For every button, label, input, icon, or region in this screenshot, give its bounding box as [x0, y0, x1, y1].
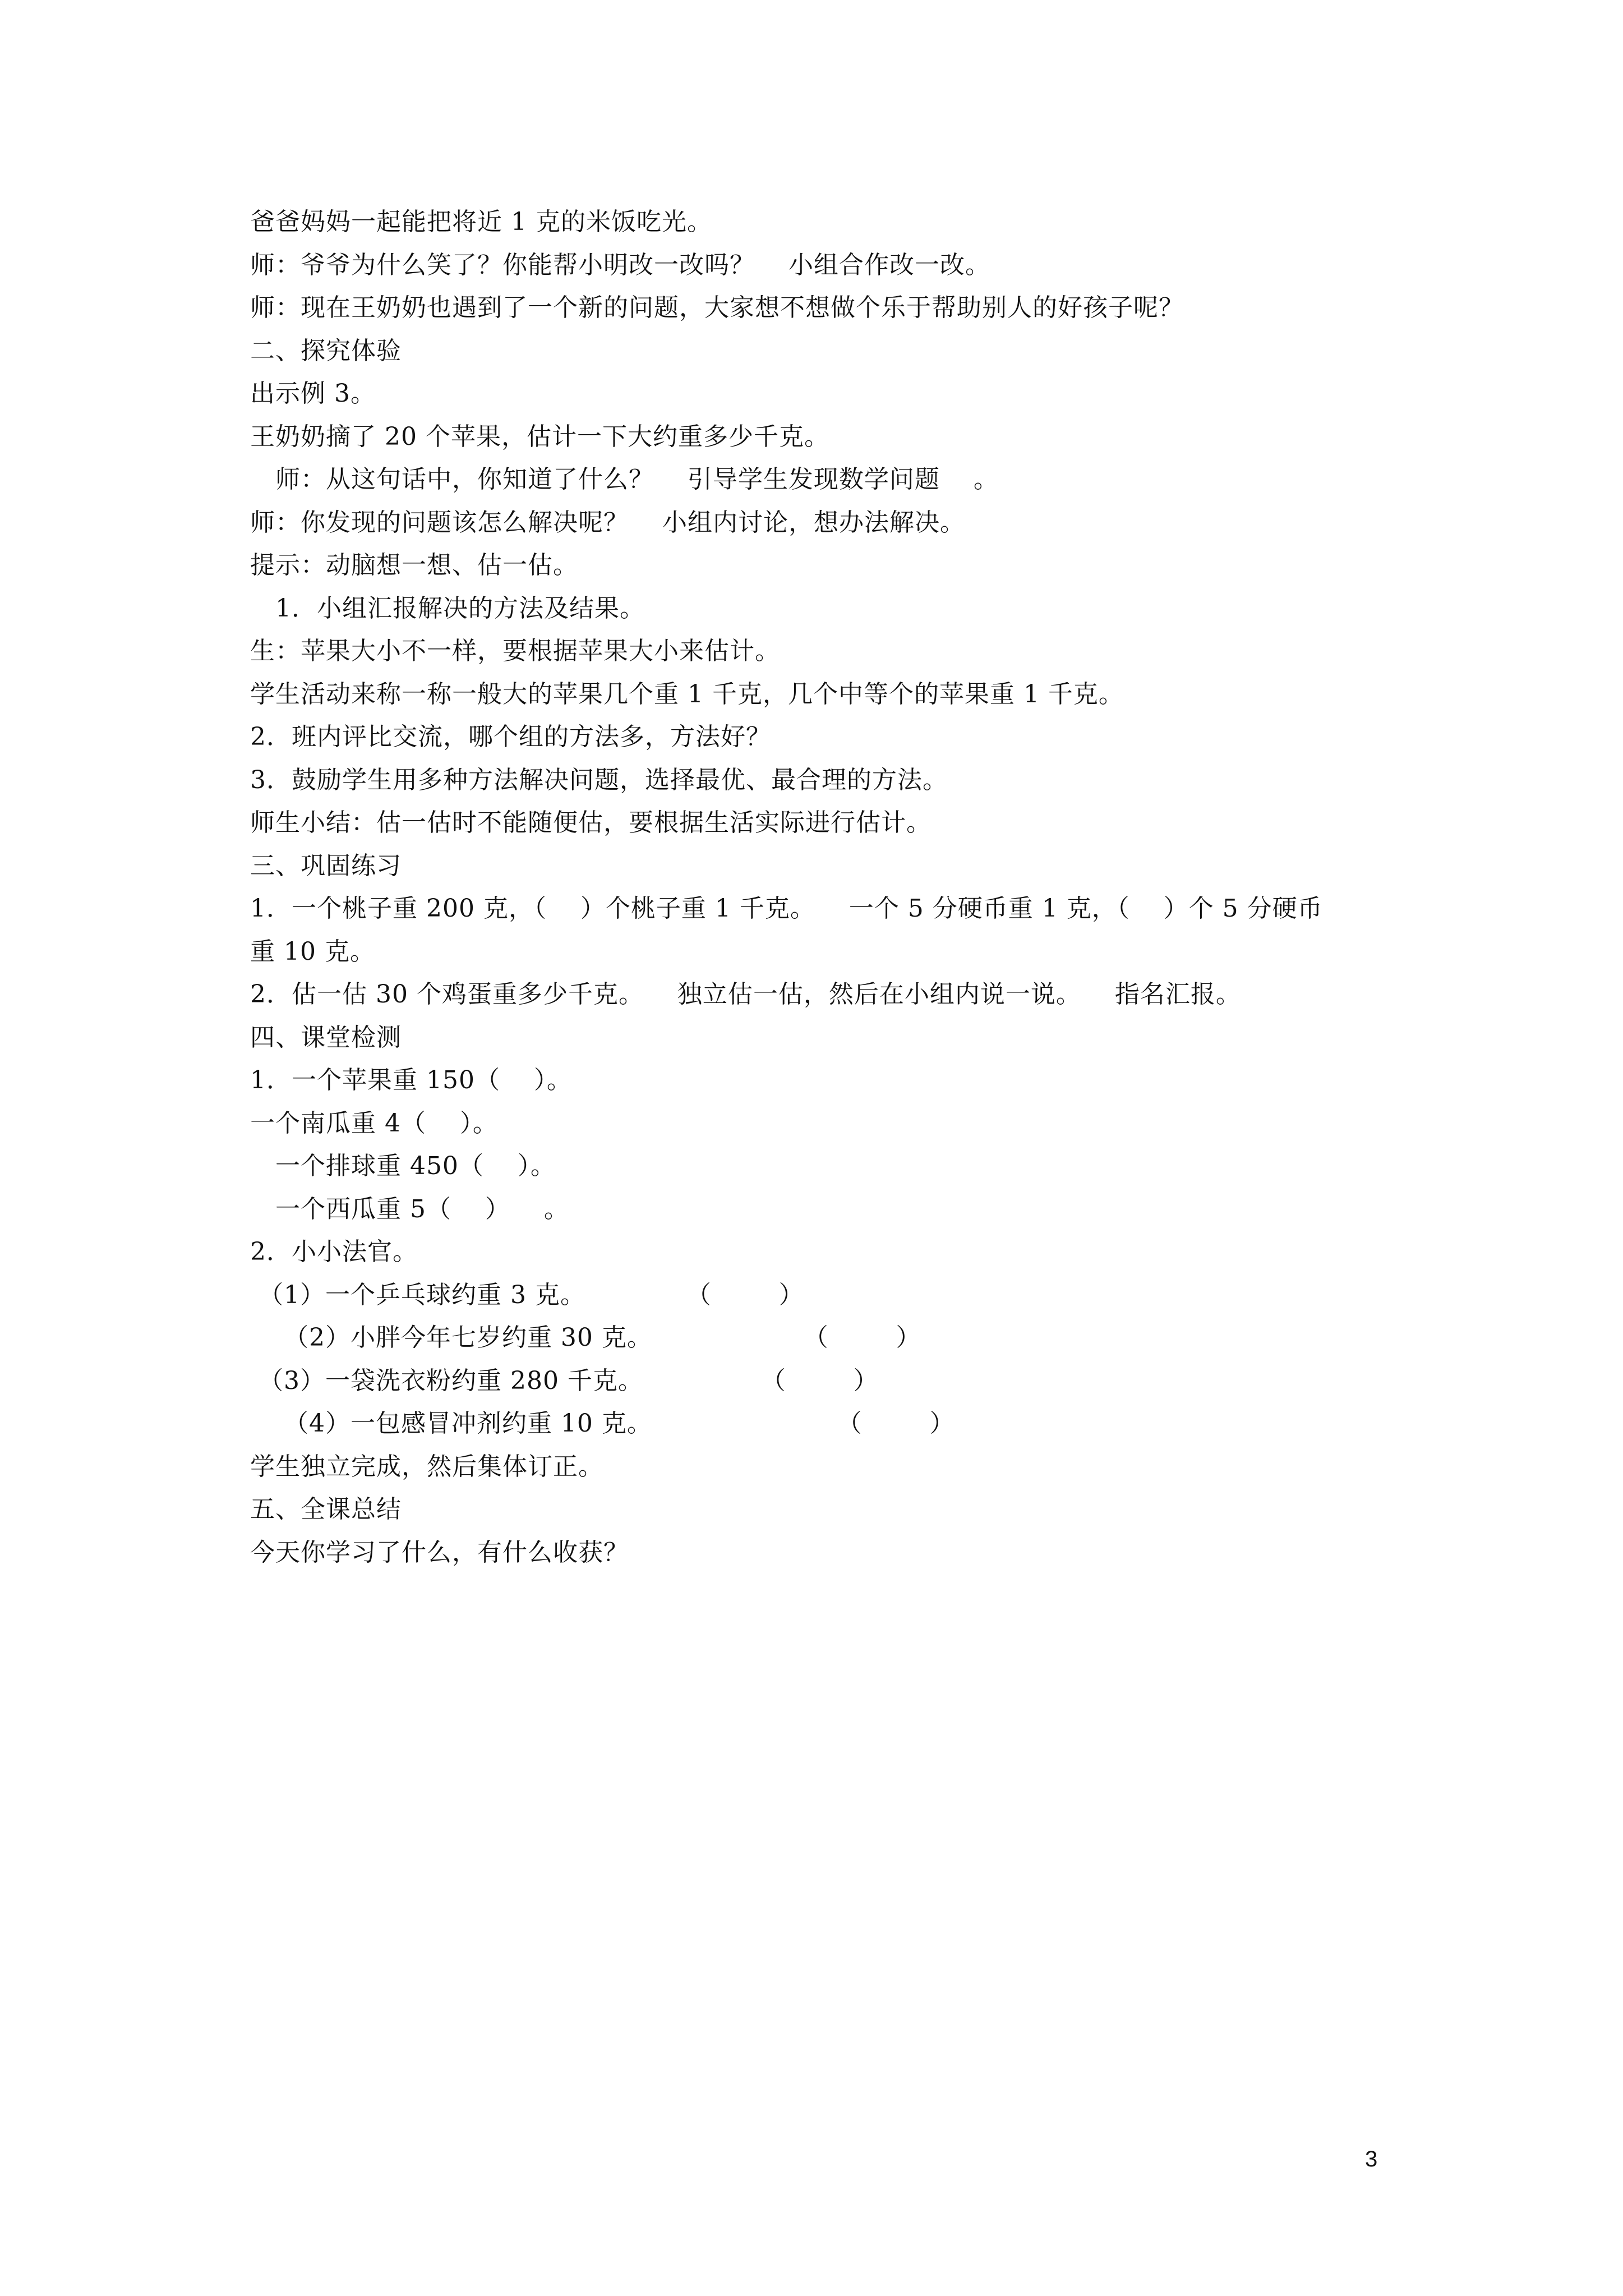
text-line: 王奶奶摘了 20 个苹果，估计一下大约重多少千克。 [250, 422, 829, 451]
section-heading: 五、全课总结 [250, 1495, 402, 1524]
section-heading: 二、探究体验 [250, 336, 402, 365]
text-line: 爸爸妈妈一起能把将近 1 克的米饭吃光。 [250, 208, 712, 236]
text-line: 出示例 3。 [250, 379, 376, 408]
text-line: （4）一包感冒冲剂约重 10 克。 （ ） [250, 1409, 955, 1438]
text-line: 重 10 克。 [250, 937, 375, 966]
text-line: 师生小结：估一估时不能随便估，要根据生活实际进行估计。 [250, 808, 932, 837]
text-line: 一个南瓜重 4（ ）。 [250, 1108, 498, 1138]
section-heading: 四、课堂检测 [250, 1023, 402, 1052]
text-line: 师：从这句话中，你知道了什么？ 引导学生发现数学问题 。 [250, 465, 999, 494]
text-line: 学生独立完成，然后集体订正。 [250, 1452, 603, 1481]
text-line: 2．小小法官。 [250, 1237, 418, 1266]
document-body [250, 201, 1394, 1574]
text-line: 1．一个桃子重 200 克，（ ）个桃子重 1 千克。 一个 5 分硬币重 1 克，（ ）个 5 分硬币 [250, 894, 1323, 923]
text-line: 1．一个苹果重 150（ ）。 [250, 1066, 572, 1094]
text-line: 一个排球重 450（ ）。 [250, 1152, 556, 1180]
text-line: 提示：动脑想一想、估一估。 [250, 551, 578, 579]
text-line: 2．估一估 30 个鸡蛋重多少千克。 独立估一估，然后在小组内说一说。 指名汇报。 [250, 980, 1241, 1009]
text-line: （2）小胖今年七岁约重 30 克。 （ ） [250, 1323, 921, 1352]
text-line: 师：你发现的问题该怎么解决呢？ 小组内讨论，想办法解决。 [250, 508, 965, 537]
page-number: 3 [1365, 2147, 1378, 2171]
text-line: 生：苹果大小不一样，要根据苹果大小来估计。 [250, 637, 780, 665]
text-line: 3．鼓励学生用多种方法解决问题，选择最优、最合理的方法。 [250, 765, 948, 794]
text-line: 学生活动来称一称一般大的苹果几个重 1 千克，几个中等个的苹果重 1 千克。 [250, 679, 1124, 708]
text-line: 1．小组汇报解决的方法及结果。 [250, 593, 645, 623]
text-line: 今天你学习了什么，有什么收获？ [250, 1538, 629, 1567]
text-line: 师：现在王奶奶也遇到了一个新的问题，大家想不想做个乐于帮助别人的好孩子呢？ [250, 293, 1184, 322]
text-line: （1）一个乒乓球约重 3 克。 （ ） [250, 1280, 804, 1309]
text-line: 师：爷爷为什么笑了？你能帮小明改一改吗？ 小组合作改一改。 [250, 250, 990, 279]
text-line: （3）一袋洗衣粉约重 280 千克。 （ ） [250, 1366, 879, 1395]
section-heading: 三、巩固练习 [250, 851, 402, 880]
text-line: 一个西瓜重 5（ ） 。 [250, 1194, 569, 1223]
text-line: 2．班内评比交流，哪个组的方法多，方法好？ [250, 723, 771, 751]
